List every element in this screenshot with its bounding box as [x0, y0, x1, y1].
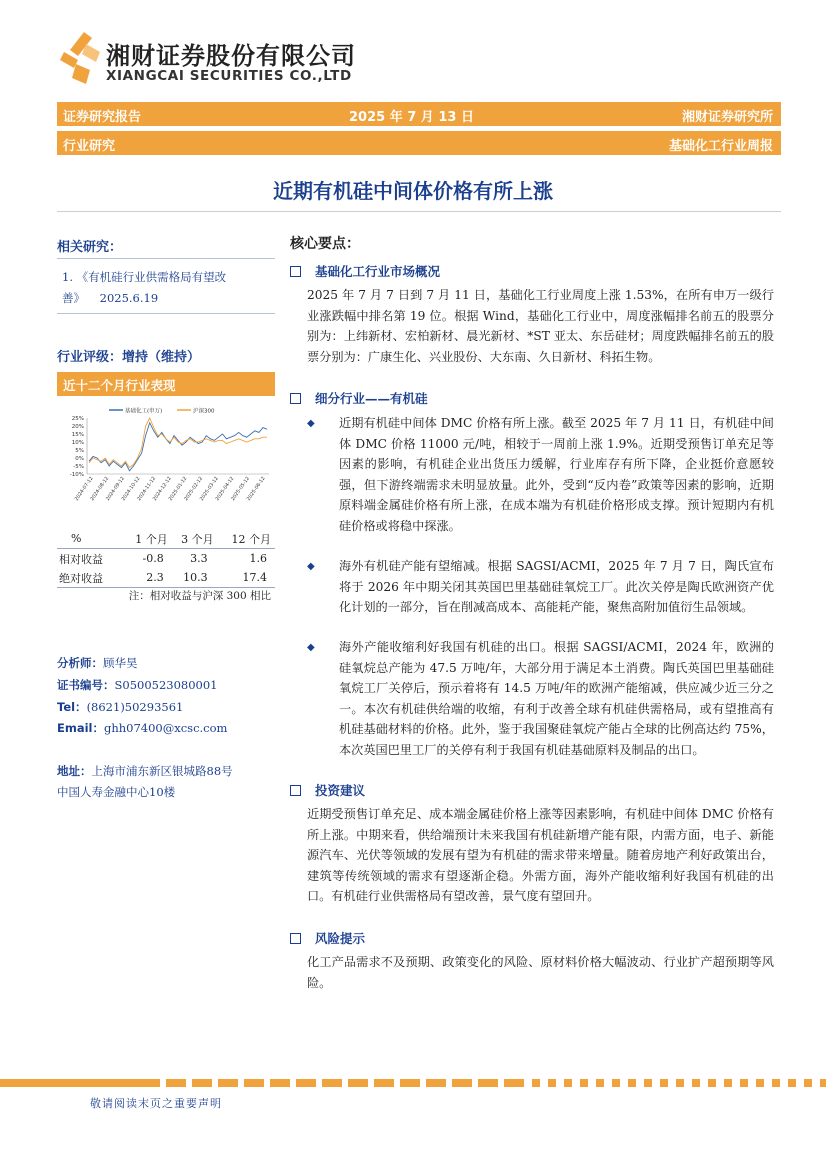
checkbox-square-icon	[290, 933, 301, 944]
research-type-label: 行业研究	[63, 139, 116, 154]
section-paragraph: 化工产品需求不及预期、政策变化的风险、原材料价格大幅波动、行业扩产超预期等风险。	[307, 955, 774, 990]
stripe-gap	[812, 1079, 820, 1087]
phone-label: Tel：	[57, 700, 87, 714]
stripe-gap	[212, 1079, 218, 1087]
stripe-gap	[780, 1079, 788, 1087]
email-link[interactable]: ghh07400@xcsc.com	[103, 721, 228, 735]
y-tick-label: -10%	[69, 472, 84, 478]
page-title: 近期有机硅中间体价格有所上涨	[273, 179, 553, 203]
y-tick-label: 0%	[75, 456, 84, 462]
chart-x-axis	[74, 476, 267, 502]
x-tick-label: 2025-06-12	[246, 476, 267, 502]
related-research-heading: 相关研究：	[57, 240, 123, 255]
y-tick-label: 25%	[71, 416, 84, 422]
x-tick-label: 2025-03-12	[199, 476, 220, 502]
divider	[57, 211, 781, 212]
y-tick-label: 10%	[71, 440, 84, 446]
legend-label-series-1: 基础化工(申万)	[125, 408, 163, 415]
table-cell: 相对收益	[59, 552, 103, 566]
stripe-gap	[796, 1079, 804, 1087]
stripe-gap	[588, 1079, 596, 1087]
diamond-bullet-icon: ◆	[307, 642, 315, 653]
related-research-item[interactable]	[62, 267, 272, 309]
performance-table	[57, 529, 275, 588]
bullet-paragraph: 海外有机硅产能有望缩减。根据 SAGSI/ACMI，2025 年 7 月 7 日，陶氏宣布将于 2026 年中期关闭其英国巴里基础硅氧烷工厂。此次关停是陶氏欧洲资产优化计划的一部分，旨在削减高成本、高能耗产能，聚焦高附加值衍生品领域。	[339, 559, 774, 614]
stripe-gap	[472, 1079, 478, 1087]
bullet-paragraph: 近期有机硅中间体 DMC 价格有所上涨。截至 2025 年 7 月 11 日，有机硅中间体 DMC 价格 11000 元/吨，相较于一周前上涨 1.9%。近期受预售订单充足等因素的影响，有机硅企业出货压力缓解，行业库存有所下降，企业挺价意愿较强，但下游终端需求未明显放量。此外，受到“反内卷”政策等因素的影响，近期原料端金属硅价格有所上涨，在成本端为有机硅价格形成支撑。预计短期内有机硅价格或将稳中探涨。	[339, 416, 774, 533]
phone-row	[57, 699, 183, 715]
stripe-gap	[716, 1079, 724, 1087]
x-tick-label: 2024-07-12	[74, 476, 95, 502]
x-tick-label: 2024-08-12	[90, 476, 111, 502]
section-heading-investment	[290, 781, 365, 799]
company-logo-icon	[56, 30, 106, 88]
x-tick-label: 2024-12-12	[152, 476, 173, 502]
report-info-band	[57, 102, 781, 126]
table-row	[57, 568, 275, 588]
address-row-2	[57, 784, 175, 800]
stripe-gap	[572, 1079, 580, 1087]
industry-rating: 行业评级：增持（维持）	[57, 350, 201, 365]
x-tick-label: 2024-10-12	[121, 476, 142, 502]
institute-name: 湘财证券研究所	[681, 110, 773, 125]
email-label: Email：	[57, 721, 104, 735]
divider	[57, 313, 275, 314]
section-title: 投资建议	[315, 783, 366, 798]
stripe-gap	[420, 1079, 426, 1087]
stripe-gap	[604, 1079, 612, 1087]
core-points-heading: 核心要点：	[290, 236, 360, 252]
stripe-gap	[446, 1079, 452, 1087]
section-heading-market	[290, 262, 440, 280]
address-label: 地址：	[57, 764, 92, 778]
table-cell: 2.3	[146, 571, 164, 584]
section-heading-silicone	[290, 389, 428, 407]
table-header-cell: 3 个月	[181, 532, 214, 546]
section-title: 细分行业——有机硅	[315, 391, 428, 406]
report-series-label: 基础化工行业周报	[668, 139, 773, 154]
table-note: 注：相对收益与沪深 300 相比	[128, 590, 271, 602]
stripe-gap	[342, 1079, 348, 1087]
related-research-title: 1. 《有机硅行业供需格局有望改善》	[62, 270, 227, 305]
table-cell: 10.3	[183, 571, 208, 584]
x-tick-label: 2025-04-12	[215, 476, 236, 502]
table-row	[57, 549, 275, 569]
industry-performance-heading	[57, 372, 275, 396]
stripe-gap	[620, 1079, 628, 1087]
checkbox-square-icon	[290, 393, 301, 404]
diamond-bullet-icon: ◆	[307, 561, 315, 572]
footer-stripe	[0, 1079, 826, 1087]
stripe-gap	[498, 1079, 504, 1087]
report-date: 2025 年 7 月 13 日	[349, 110, 474, 125]
stripe-gap	[764, 1079, 772, 1087]
certificate-row	[57, 677, 218, 693]
stripe-gap	[540, 1079, 548, 1087]
section-title: 基础化工行业市场概况	[315, 264, 441, 279]
stripe-gap	[524, 1079, 532, 1087]
address-line: 上海市浦东新区银城路88号	[91, 764, 233, 778]
stripe-gap	[748, 1079, 756, 1087]
series-line-1	[89, 423, 267, 471]
stripe-gap	[316, 1079, 322, 1087]
table-cell: -0.8	[142, 552, 164, 565]
y-tick-label: 15%	[71, 432, 84, 438]
address-line: 中国人寿金融中心10楼	[57, 785, 176, 799]
section-title: 风险提示	[315, 931, 366, 946]
company-name-en: XIANGCAI SECURITIES CO.,LTD	[106, 68, 352, 84]
stripe-gap	[684, 1079, 692, 1087]
analyst-row	[57, 655, 138, 671]
table-cell: 17.4	[242, 571, 267, 584]
phone-number: (8621)50293561	[86, 700, 184, 714]
section-heading-risk	[290, 929, 365, 947]
table-header-cell: 12 个月	[231, 532, 271, 546]
checkbox-square-icon	[290, 785, 301, 796]
divider	[57, 258, 275, 259]
x-tick-label: 2024-11-12	[137, 476, 158, 502]
stripe-gap	[186, 1079, 192, 1087]
table-header-cell: 1 个月	[135, 532, 168, 546]
x-tick-label: 2025-02-12	[183, 476, 205, 502]
stripe-gap	[668, 1079, 676, 1087]
x-tick-label: 2024-09-12	[105, 476, 126, 502]
stripe-gap	[700, 1079, 708, 1087]
analyst-name: 顾华昊	[103, 656, 138, 670]
stripe-gap	[290, 1079, 296, 1087]
table-cell: 3.3	[190, 552, 208, 565]
checkbox-square-icon	[290, 266, 301, 277]
section-paragraph: 2025 年 7 月 7 日到 7 月 11 日，基础化工行业周度上涨 1.53%，在所有申万一级行业涨跌幅中排名第 19 位。根据 Wind，基础化工行业中，周度涨幅排名前五的股票分别为：上纬新材、宏柏新材、晨光新材、*ST 亚太、东岳硅材；周度跌幅排名前五的股票分别为：广康生化、兴业股份、大东南、久日新材、科拓生物。	[307, 288, 774, 364]
y-tick-label: 5%	[75, 448, 84, 454]
stripe-gap	[264, 1079, 270, 1087]
industry-performance-title: 近十二个月行业表现	[63, 378, 176, 393]
y-tick-label: 20%	[71, 424, 84, 430]
certificate-number: S0500523080001	[114, 678, 218, 692]
report-type-label: 证券研究报告	[63, 110, 142, 125]
table-header-row	[57, 529, 275, 549]
chart-y-axis	[70, 416, 269, 478]
address-row	[57, 763, 233, 779]
chart-legend	[109, 407, 215, 415]
stripe-gap	[160, 1079, 166, 1087]
company-name-cn: 湘财证券股份有限公司	[106, 42, 356, 70]
series-line-2	[89, 418, 267, 468]
stripe-gap	[238, 1079, 244, 1087]
section-paragraph: 近期受预售订单充足、成本端金属硅价格上涨等因素影响，有机硅中间体 DMC 价格有所上涨。中期来看，供给端预计未来我国有机硅新增产能有限，内需方面，电子、新能源汽车、光伏等领域的发展有望为有机硅的需求带来增量。随着房地产利好政策出台，建筑等传统领域的需求有望逐渐企稳。外需方面，海外产能收缩利好我国有机硅的出口。有机硅行业供需格局有望改善，景气度有望回升。	[307, 807, 774, 903]
bullet-paragraph: 海外产能收缩利好我国有机硅的出口。根据 SAGSI/ACMI，2024 年，欧洲的硅氧烷总产能为 47.5 万吨/年，大部分用于满足本土消费。陶氏英国巴里基础硅氧烷工厂关停后，预示着将有 14.5 万吨/年的欧洲产能缩减，供应减少近三分之一。本次有机硅供给端的收缩，有利于改善全球有机硅供需格局，或有望推高有机硅基础材料的价格。此外，鉴于我国聚硅氧烷产能占全球的比例高达约 75%，本次英国巴里工厂的关停有利于我国有机硅基础原料及制品的出口。	[339, 640, 774, 757]
stripe-gap	[368, 1079, 374, 1087]
legend-label-series-2: 沪深300	[193, 408, 215, 415]
x-tick-label: 2025-01-12	[168, 476, 189, 502]
report-category-band	[57, 131, 781, 155]
diamond-bullet-icon: ◆	[307, 418, 315, 429]
performance-line-chart	[57, 400, 275, 520]
stripe-gap	[636, 1079, 644, 1087]
chart-series-lines	[89, 418, 267, 471]
table-cell: 1.6	[249, 552, 267, 565]
x-tick-label: 2025-05-12	[230, 476, 252, 502]
stripe-gap	[556, 1079, 564, 1087]
stripe-gap	[732, 1079, 740, 1087]
email-row[interactable]	[57, 720, 227, 736]
analyst-label: 分析师：	[57, 656, 103, 670]
footer-disclaimer-note: 敬请阅读末页之重要声明	[90, 1097, 222, 1110]
y-tick-label: -5%	[73, 464, 84, 470]
certificate-label: 证书编号：	[57, 678, 115, 692]
stripe-gap	[394, 1079, 400, 1087]
table-header-cell: %	[71, 532, 82, 545]
stripe-gap	[652, 1079, 660, 1087]
related-research-date: 2025.6.19	[99, 291, 159, 305]
table-cell: 绝对收益	[59, 571, 103, 585]
